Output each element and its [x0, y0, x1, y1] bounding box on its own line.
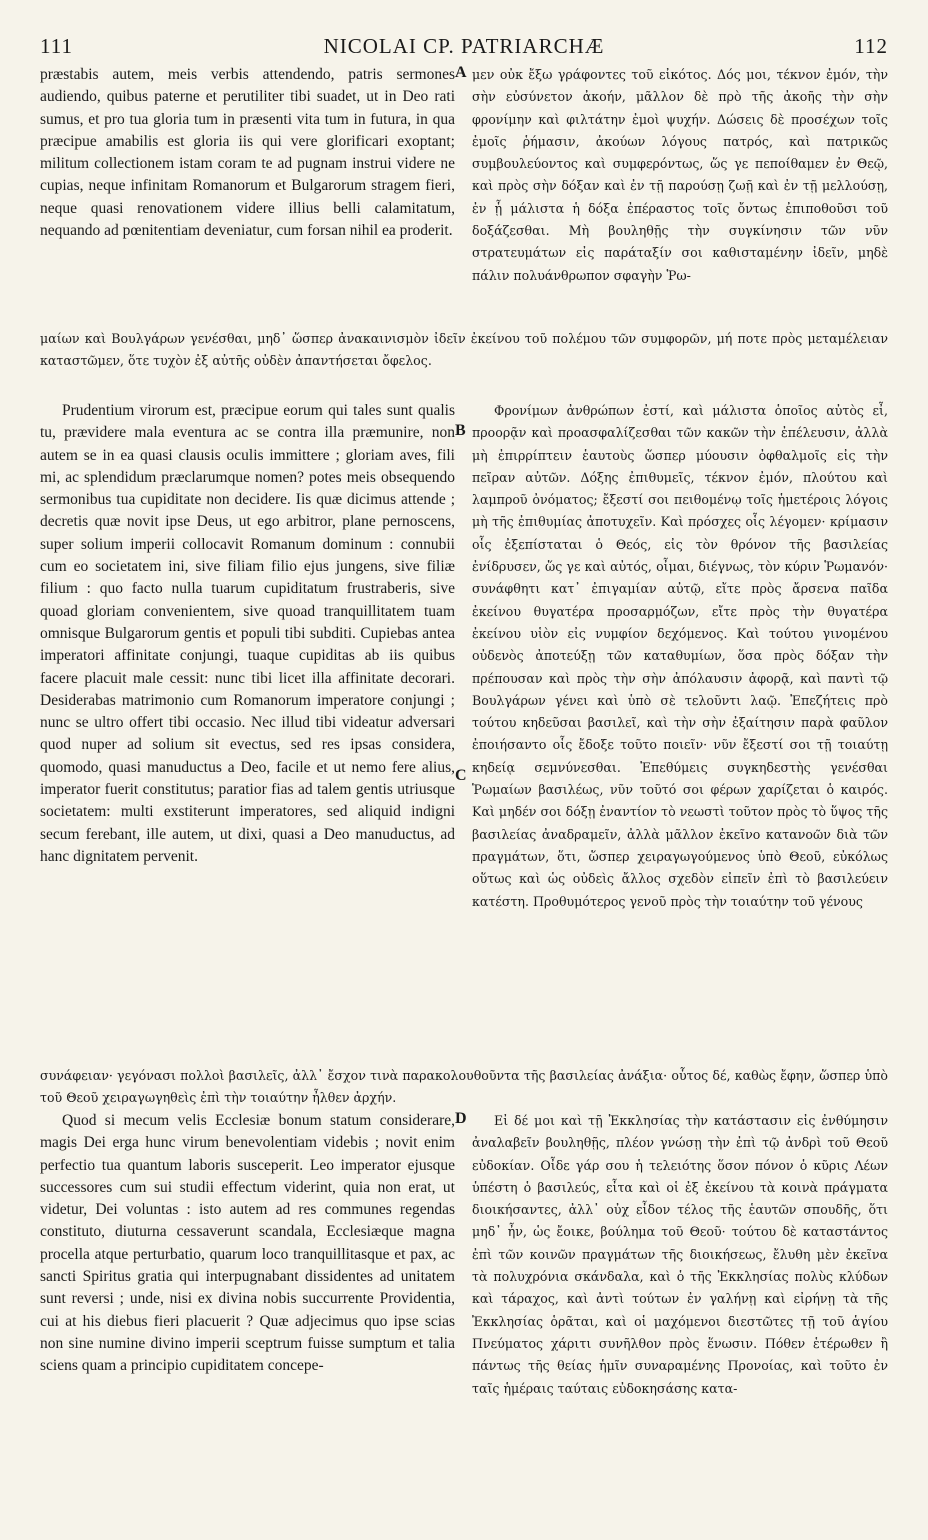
marker-b: B: [455, 422, 466, 439]
greek-fullwidth-a: μαίων καὶ Βουλγάρων γενέσθαι, μηδ᾽ ὥσπερ ἀνακαινισμὸν ἰδεῖν ἐκείνου τοῦ πολέμου τῶν συμφορῶν, μή ποτε πρὸς μεταμέλειαν καταστῶμεν, ὅτε τυχὸν ἐξ αὐτῆς οὐδὲν ἀπαντήσεται ὄφελος.: [40, 331, 888, 369]
greek-column-a: μεν οὐκ ἔξω γράφοντες τοῦ εἰκότος. Δός μοι, τέκνον ἐμόν, τὴν σὴν εὐσύνετον ἀκοήν, μᾶλλον δὲ πρὸ τῆς ἀκοῆς τὴν σὴν φρονίμην καὶ φιλτάτην ἐμοὶ ψυχήν. Δώσεις δὲ προσέχων τοῖς ἐμοῖς ῥήμασιν, ἀκούων λόγους πατρός, καὶ πατρικῶς συμβουλεύοντος καὶ συμφερόντως, ὥς γε πεποίθαμεν ἐν Θεῷ, καὶ πρὸς σὴν δόξαν καὶ ἐν τῇ παρούσῃ ζωῇ καὶ ἐν τῇ μελλούσῃ, ἐν ᾗ μάλιστα ἡ δόξα ἐπέραστος τοῖς ὄντως ἐπιποθοῦσι τοῦ δοξάζεσθαι. Μὴ βουληθῇς τὴν συγκίνησιν τῶν νῦν στρατευμάτων εἰς παράταξίν σοι καθισταμένην ἰδεῖν, μηδὲ πάλιν πολυάνθρωπον σφαγὴν Ῥω-: [472, 67, 888, 283]
greek-column-b: Φρονίμων ἀνθρώπων ἐστί, καὶ μάλιστα ὁποῖος αὐτὸς εἶ, προορᾷν καὶ προασφαλίζεσθαι τῶν κακῶν τὴν ἐπέλευσιν, ἀλλὰ μὴ ἐπιρρίπτειν ἑαυτοὺς ὥσπερ μύουσιν ὀφθαλμοῖς εἰς τὴν πεῖραν αὐτῶν. Δόξης ἐπιθυμεῖς, τέκνον ἐμόν, πλούτου καὶ λαμπροῦ ὀνόματος; ἔξεστί σοι πειθομένῳ τοῖς ἡμετέροις λόγοις μὴ τῆς ἐπιθυμίας ἀποτυχεῖν. Καὶ πρόσχες οἷς λέγομεν· κρίμασιν οἷς ἐξεπίσταται ὁ Θεός, εἰς τὸν θρόνον τῆς βασιλείας ἐνίδρυσεν, ὥς γε καὶ αὐτός, οἶμαι, διέγνως, τὸν κύριν Ῥωμανόν· συνάφθητι κατ᾽ ἐπιγαμίαν αὐτῷ, εἴτε πρὸς ἄρσενα παῖδα ἐκείνου θυγατέρα προσαρμόζων, εἴτε πρὸς τὴν θυγατέρα ἐκείνου υἱὸν εἰς νυμφίον δεχόμενος. Καὶ τούτου γινομένου οὐδενὸς ἀποτεύξῃ τῶν καταθυμίων, ὅσα πρὸς δόξαν τὴν πρέπουσαν καὶ πρὸς τὴν σὴν ἀπόλαυσιν ἀφορᾷ, καὶ παντὶ τῷ Βουλγάρων γένει καὶ ὑπὸ σὲ τελοῦντι λαῷ. Ἐπεζήτεις πρὸ τούτου κηδεῦσαι βασιλεῖ, καὶ τὴν σὴν ἐξαίτησιν παρὰ φαῦλον ἐποιήσαντο οἷς ἔδοξε τοῦτο ποιεῖν· νῦν ἔξεστί σοι τῇ τοιαύτῃ κηδείᾳ σεμνύνεσθαι. Ἐπεθύμεις συγκηδεστὴς γενέσθαι Ῥωμαίων βασιλέως, νῦν τοῦτό σοι φέρων χαρίζεται ὁ καιρός. Καὶ μηδέν σοι δόξῃ ἐναντίον τὸ νεωστὶ τοῦτον πρὸς τὸ ὕψος τῆς βασιλείας ἀναδραμεῖν, ἀλλὰ μᾶλλον ἐκεῖνο κατανοῶν διὰ τῶν πραγμάτων, ὅτι, ὥσπερ χειραγωγούμενος ὑπὸ Θεοῦ, εὐκόλως οὕτως καὶ ὡς οὐδεὶς ἄλλος σχεδὸν εἰπεῖν ἐπὶ τὸ βασιλεύειν κατέστη. Προθυμότερος γενοῦ πρὸς τὴν τοιαύτην τοῦ γένους: [472, 403, 888, 909]
greek-fullwidth-b: συνάφειαν· γεγόνασι πολλοὶ βασιλεῖς, ἀλλ᾽ ἔσχον τινὰ παρακολουθοῦντα τῆς βασιλείας ἀνάξια· οὗτος δέ, καθὼς ἔφην, ὥσπερ ὑπὸ τοῦ Θεοῦ χειραγωγηθεὶς ἐπὶ τὴν τοιαύτην ἦλθεν ἀρχήν.: [40, 1068, 888, 1106]
page-number-right: 112: [854, 34, 888, 58]
latin-column-d: Quod si mecum velis Ecclesiæ bonum statum considerare, magis Dei erga hunc virum benevolentiam videbis ; novit enim perfectio tua quantum laboris susceperit. Leo imperator ejusque successores cum sui studii effectum viderint, quia non erat, ut videtur, Dei voluntas : isto autem ad res communes regendas constituto, diuturna cessaverunt scandala, Ecclesiæque magna procella atque perturbatio, quarum loco tranquillitasque et pax, ac sancti Spiritus gratia qui interpugnabant dissidentes ad unitatem sunt reversi ; unde, nisi ex divina nobis succurrente Providentia, cui at his diebus fieri placuerit ? Quæ adjecimus quo ipse scias non sine numine divino imperii sceptrum fuisse sumptum et talia sciens quam a principio cupiditatem concepe-: [40, 1112, 455, 1375]
latin-column-a: præstabis autem, meis verbis attendendo, patris sermones audiendo, quibus paterne et perutiliter tibi suadet, ut in Deo rati sumus, et pro tua gloria tum in præsenti vita tum in futura, in qua præcipue amabilis est gloria iis qui vere glorificari exoptant; militum collectionem istam coram te ad pugnam instrui videre ne cupias, neque infinitam Romanorum et Bulgarorum stragem fieri, neque quasi renovationem videre illius belli calamitatum, nequando ad pœnitentiam deveniatur, cum forsan nihil ea proderit.: [40, 66, 455, 240]
latin-column-b: Prudentium virorum est, præcipue eorum qui tales sunt qualis tu, prævidere mala eventura ac se contra illa præmunire, non autem se in ea quasi clausis oculis immittere ; gloriam aves, fili mi, ac splendidum præclarumque nomen? potes meis obsequendo sermonibus tua cupiditate non decidere. Iis quæ dicimus attende ; decretis quæ novit ipse Deus, ut ego arbitror, plane pernoscens, super solium imperii collocavit Romanum dominum : connubii cum eo societatem ini, sive filiam filio ejus jungens, sive filiæ filium : quo facto nulla tuarum cupiditatum frustraberis, sive quoad gloriam convenientem, sive quoad tranquillitatem tuam omnisque Bulgarorum gentis et populi tibi subditi. Cupiebas antea imperatori affinitate conjungi, tuaque cupiditas ab iis quibus facere placuit male cessit: nunc tibi licet illa affinitate decorari. Desiderabas matrimonio cum Romanorum imperatore conjungi ; nunc se ultro offert tibi occasio. Nec illud tibi videatur adversari quod nuper ad solium sit evectus, sed res ipsas considera, quomodo, quasi manuductus a Deo, facile et ut nemo fere alius, imperator fuerit constitutus; paratior fias ad talem gentis utriusque societatem: multi exstiterunt imperatores, sed aliquid indigni secum ferebant, ille autem, ut dixi, quasi a Deo manuductus, ad hanc dignitatem pervenit.: [40, 402, 455, 865]
marker-d: D: [455, 1110, 467, 1127]
greek-column-d: Εἰ δέ μοι καὶ τῇ Ἐκκλησίας τὴν κατάστασιν εἰς ἐνθύμησιν ἀναλαβεῖν βουληθῇς, πλέον γνώσῃ τὴν ἐπὶ τῷ ἀνδρὶ τοῦ Θεοῦ εὐδοκίαν. Οἶδε γάρ σου ἡ τελειότης ὅσον πόνον ὁ κῦρις Λέων ὑπέστη ὁ βασιλεύς, εἶτα καὶ οἱ ἐξ ἐκείνου τὰ κοινὰ πράγματα διοικήσαντες, ἀλλ᾽ οὐχ εἶδον τέλος τῆς ἑαυτῶν σπουδῆς, ὅτι μηδ᾽ ἦν, ὡς ἔοικε, βούλημα τοῦ Θεοῦ· τούτου δὲ καταστάντος ἐπὶ τῶν κοινῶν πραγμάτων τῆς διοικήσεως, ἔλυθη μὲν ἐκεῖνα τὰ πολυχρόνια σκάνδαλα, καὶ ὁ τῆς Ἐκκλησίας πολὺς κλύδων καὶ τάραχος, καὶ ἀντὶ τούτων ἐν γαλήνῃ καὶ εἰρήνῃ τὰ τῆς Ἐκκλησίας ὁρᾶται, καὶ οἱ μαχόμενοι διεστῶτες τῇ τοῦ ἁγίου Πνεύματος χάριτι συνῆλθον πρὸς ἕνωσιν. Πόθεν ἑτέρωθεν ἢ πάντως τῆς θείας ἡμῖν συναραμένης Προνοίας, καὶ τοῦτο ἐν ταῖς ἡμέραις ταύταις εὐδοκησάσης κατα-: [472, 1113, 888, 1396]
marker-a: A: [455, 64, 467, 81]
running-header: [40, 34, 888, 58]
marker-c: C: [455, 767, 467, 784]
running-title: NICOLAI CP. PATRIARCHÆ: [323, 34, 605, 58]
page-number-left: 111: [40, 34, 73, 58]
